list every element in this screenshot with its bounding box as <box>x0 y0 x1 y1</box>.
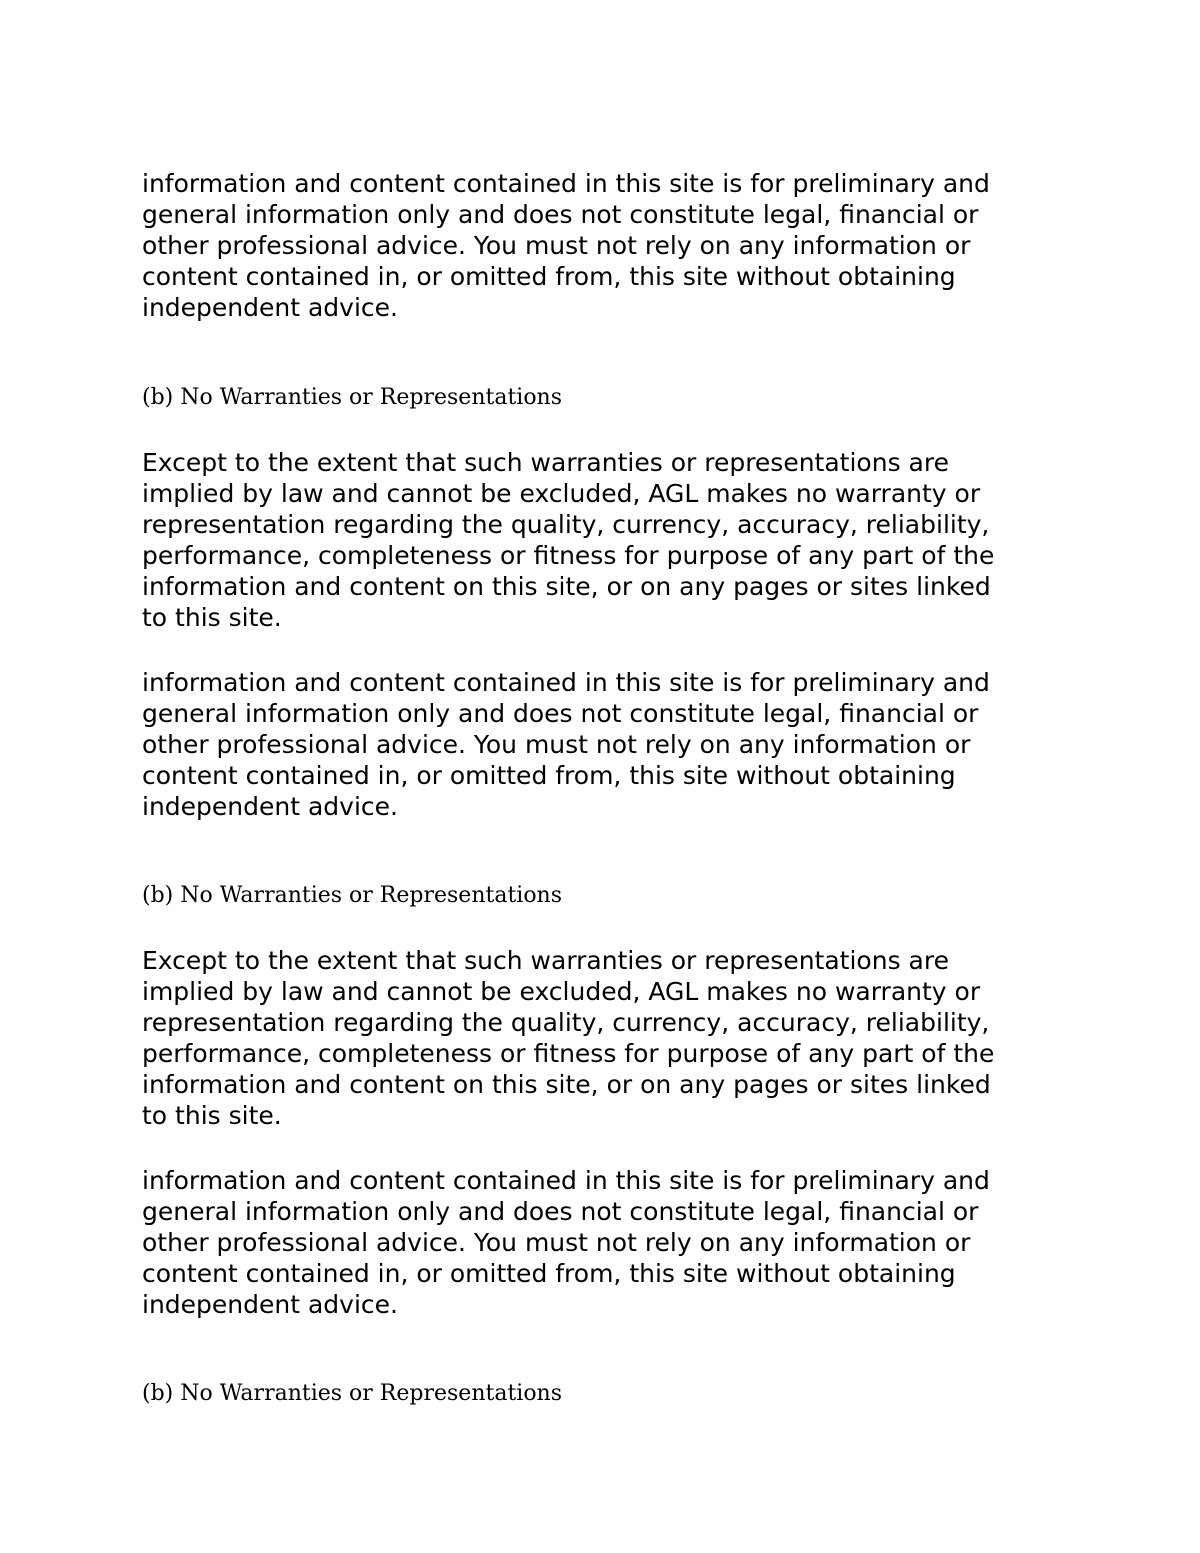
disclaimer-paragraph: information and content contained in this site is for preliminary and general information only and does not constitute legal, financial or other professional advice. You must not rely on any information or content contained in, or omitted from, this site without obtaining independent advice. <box>142 169 990 322</box>
warranty-paragraph: Except to the extent that such warranties or representations are implied by law and cannot be excluded, AGL makes no warranty or representation regarding the quality, currency, accuracy, reliability, performance, completeness or fitness for purpose of any part of the information and content on this site, or on any pages or sites linked to this site. <box>142 946 995 1130</box>
warranty-paragraph: Except to the extent that such warranties or representations are implied by law and cannot be excluded, AGL makes no warranty or representation regarding the quality, currency, accuracy, reliability, performance, completeness or fitness for purpose of any part of the information and content on this site, or on any pages or sites linked to this site. <box>142 448 995 632</box>
section-heading: (b) No Warranties or Representations <box>142 883 563 908</box>
disclaimer-paragraph: information and content contained in this site is for preliminary and general information only and does not constitute legal, financial or other professional advice. You must not rely on any information or content contained in, or omitted from, this site without obtaining independent advice. <box>142 668 990 821</box>
section-heading: (b) No Warranties or Representations <box>142 1381 563 1406</box>
disclaimer-paragraph: information and content contained in this site is for preliminary and general information only and does not constitute legal, financial or other professional advice. You must not rely on any information or content contained in, or omitted from, this site without obtaining independent advice. <box>142 1166 990 1319</box>
section-heading: (b) No Warranties or Representations <box>142 385 563 410</box>
